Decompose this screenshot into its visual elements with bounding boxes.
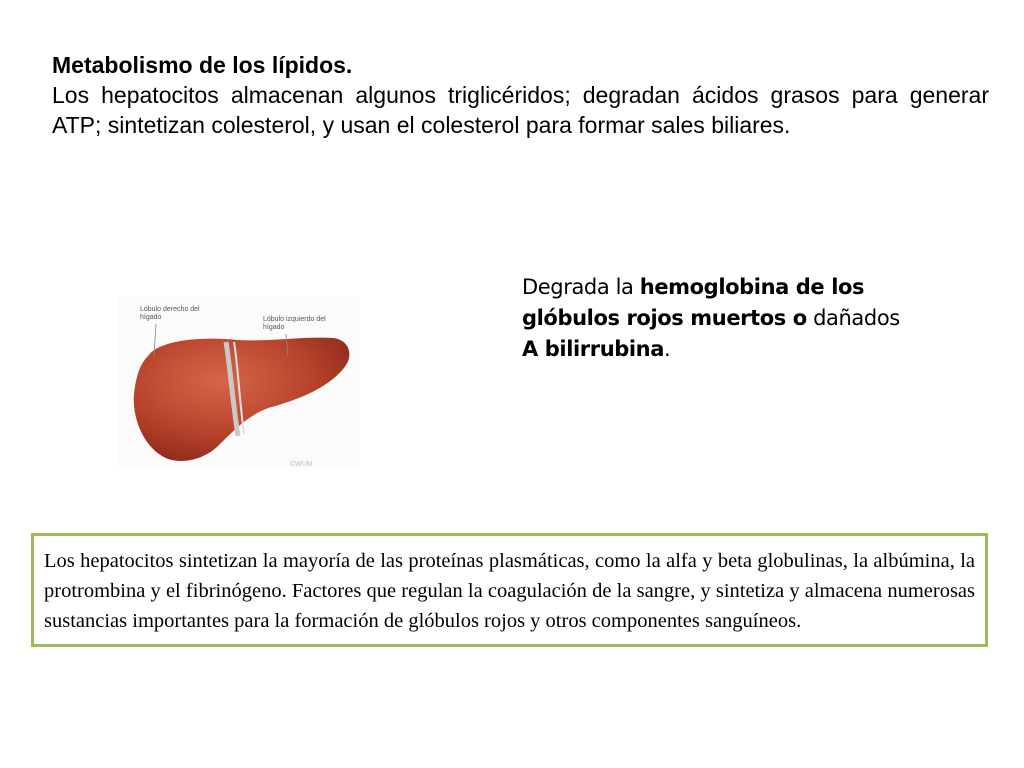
label-left-lobe: Lóbulo izquierdo del hígado (263, 316, 326, 331)
liver-shape (134, 338, 350, 461)
hemoglobin-middle: dañados (806, 306, 900, 330)
label-right-lobe: Lóbulo derecho del hígado (140, 306, 200, 321)
figure-watermark: ©WUM (290, 461, 313, 468)
proteins-box (31, 533, 988, 647)
metabolism-section (52, 50, 989, 140)
hemoglobin-bold-2: A bilirrubina (522, 337, 665, 361)
hemoglobin-suffix: . (664, 337, 671, 361)
metabolism-body: Los hepatocitos almacenan algunos triglicéridos; degradan ácidos grasos para generar ATP; sintetizan colesterol, y usan el colesterol para formar sales biliares. (52, 82, 989, 138)
hemoglobin-prefix: Degrada la (522, 275, 640, 299)
hemoglobin-text (522, 272, 902, 365)
liver-illustration (118, 296, 360, 468)
metabolism-title: Metabolismo de los lípidos. (52, 52, 353, 78)
hemoglobin-bold-1: hemoglobina de los glóbulos rojos muertos o (522, 275, 865, 330)
proteins-text: Los hepatocitos sintetizan la mayoría de las proteínas plasmáticas, como la alfa y beta globulinas, la albúmina, la protrombina y el fibrinógeno. Factores que regulan la coagulación de la sangre, y sintetiza y almacena numerosas sustancias importantes para la formación de glóbulos rojos y otros componentes sanguíneos. (44, 550, 975, 632)
